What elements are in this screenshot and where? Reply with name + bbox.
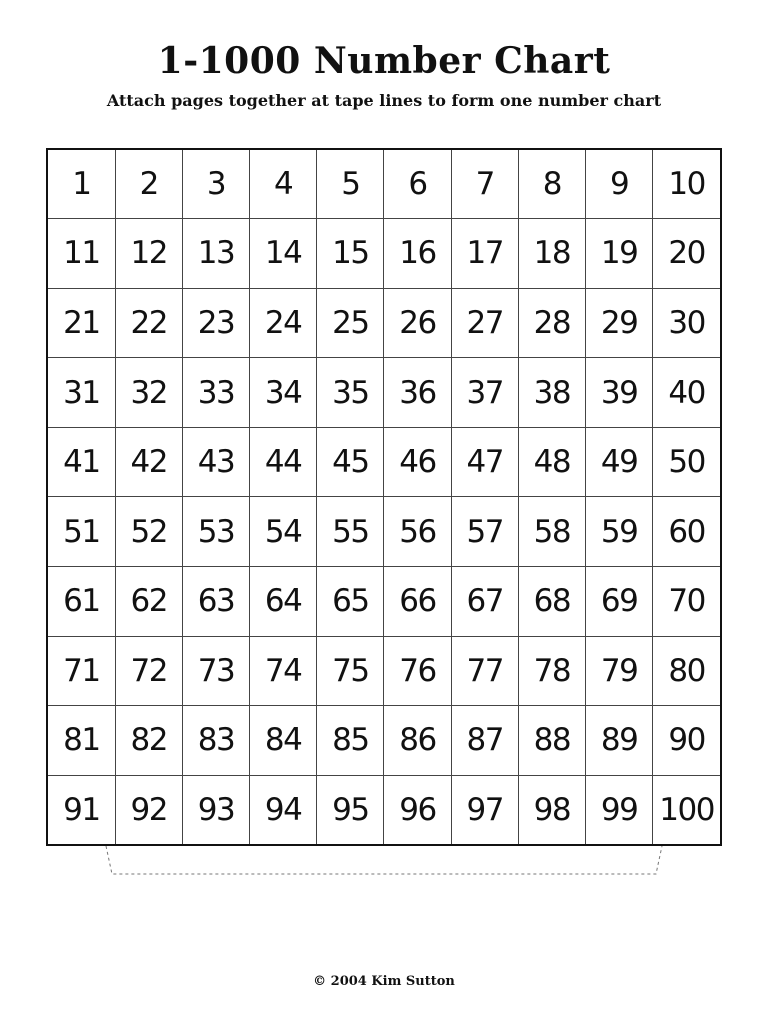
grid-cell: 58 [518, 497, 585, 567]
grid-cell: 100 [653, 775, 720, 844]
grid-cell: 70 [653, 567, 720, 637]
grid-cell: 62 [115, 567, 182, 637]
grid-cell: 34 [250, 358, 317, 428]
grid-cell: 41 [48, 427, 115, 497]
grid-cell: 9 [586, 150, 653, 219]
grid-cell: 48 [518, 427, 585, 497]
grid-cell: 4 [250, 150, 317, 219]
grid-cell: 56 [384, 497, 451, 567]
grid-cell: 14 [250, 219, 317, 289]
grid-cell: 76 [384, 636, 451, 706]
grid-cell: 86 [384, 706, 451, 776]
grid-cell: 53 [182, 497, 249, 567]
grid-cell: 60 [653, 497, 720, 567]
grid-cell: 23 [182, 288, 249, 358]
grid-cell: 42 [115, 427, 182, 497]
grid-cell: 91 [48, 775, 115, 844]
tape-line-path [106, 846, 662, 874]
grid-cell: 30 [653, 288, 720, 358]
grid-cell: 80 [653, 636, 720, 706]
grid-cell: 97 [451, 775, 518, 844]
grid-cell: 24 [250, 288, 317, 358]
grid-cell: 3 [182, 150, 249, 219]
grid-cell: 36 [384, 358, 451, 428]
grid-cell: 21 [48, 288, 115, 358]
grid-cell: 50 [653, 427, 720, 497]
grid-cell: 73 [182, 636, 249, 706]
copyright-footer: © 2004 Kim Sutton [313, 974, 455, 989]
grid-cell: 33 [182, 358, 249, 428]
grid-cell: 27 [451, 288, 518, 358]
grid-cell: 75 [317, 636, 384, 706]
grid-cell: 77 [451, 636, 518, 706]
grid-cell: 67 [451, 567, 518, 637]
number-table [48, 150, 720, 844]
grid-cell: 54 [250, 497, 317, 567]
grid-cell: 8 [518, 150, 585, 219]
page-title: 1-1000 Number Chart [157, 40, 611, 82]
grid-cell: 43 [182, 427, 249, 497]
grid-cell: 22 [115, 288, 182, 358]
grid-cell: 26 [384, 288, 451, 358]
grid-cell: 61 [48, 567, 115, 637]
page-subtitle: Attach pages together at tape lines to form one number chart [106, 91, 662, 110]
grid-cell: 55 [317, 497, 384, 567]
grid-cell: 51 [48, 497, 115, 567]
grid-cell: 63 [182, 567, 249, 637]
grid-cell: 98 [518, 775, 585, 844]
grid-cell: 88 [518, 706, 585, 776]
grid-cell: 19 [586, 219, 653, 289]
grid-cell: 29 [586, 288, 653, 358]
grid-cell: 16 [384, 219, 451, 289]
grid-cell: 99 [586, 775, 653, 844]
grid-cell: 44 [250, 427, 317, 497]
grid-cell: 90 [653, 706, 720, 776]
grid-cell: 13 [182, 219, 249, 289]
grid-cell: 6 [384, 150, 451, 219]
grid-cell: 81 [48, 706, 115, 776]
grid-cell: 38 [518, 358, 585, 428]
grid-cell: 45 [317, 427, 384, 497]
grid-cell: 47 [451, 427, 518, 497]
grid-cell: 5 [317, 150, 384, 219]
grid-cell: 17 [451, 219, 518, 289]
grid-cell: 28 [518, 288, 585, 358]
grid-row [48, 567, 720, 637]
grid-row [48, 288, 720, 358]
grid-cell: 83 [182, 706, 249, 776]
number-table-body [48, 150, 720, 844]
grid-cell: 32 [115, 358, 182, 428]
grid-cell: 87 [451, 706, 518, 776]
grid-cell: 37 [451, 358, 518, 428]
grid-row [48, 706, 720, 776]
grid-cell: 78 [518, 636, 585, 706]
grid-cell: 25 [317, 288, 384, 358]
grid-row [48, 358, 720, 428]
grid-cell: 12 [115, 219, 182, 289]
grid-row [48, 150, 720, 219]
grid-cell: 35 [317, 358, 384, 428]
grid-cell: 65 [317, 567, 384, 637]
grid-row [48, 775, 720, 844]
grid-cell: 96 [384, 775, 451, 844]
grid-cell: 71 [48, 636, 115, 706]
grid-cell: 94 [250, 775, 317, 844]
tape-line-guide [104, 846, 664, 876]
grid-cell: 93 [182, 775, 249, 844]
grid-cell: 92 [115, 775, 182, 844]
grid-cell: 52 [115, 497, 182, 567]
grid-cell: 89 [586, 706, 653, 776]
grid-cell: 1 [48, 150, 115, 219]
number-chart-grid [46, 148, 722, 846]
grid-cell: 39 [586, 358, 653, 428]
grid-cell: 49 [586, 427, 653, 497]
grid-cell: 57 [451, 497, 518, 567]
grid-cell: 82 [115, 706, 182, 776]
grid-cell: 74 [250, 636, 317, 706]
grid-cell: 18 [518, 219, 585, 289]
grid-cell: 72 [115, 636, 182, 706]
grid-cell: 79 [586, 636, 653, 706]
grid-cell: 46 [384, 427, 451, 497]
grid-cell: 66 [384, 567, 451, 637]
grid-cell: 20 [653, 219, 720, 289]
grid-row [48, 219, 720, 289]
grid-cell: 40 [653, 358, 720, 428]
grid-cell: 68 [518, 567, 585, 637]
grid-cell: 7 [451, 150, 518, 219]
grid-cell: 64 [250, 567, 317, 637]
grid-cell: 10 [653, 150, 720, 219]
grid-cell: 95 [317, 775, 384, 844]
grid-cell: 69 [586, 567, 653, 637]
grid-cell: 2 [115, 150, 182, 219]
grid-cell: 59 [586, 497, 653, 567]
grid-row [48, 497, 720, 567]
grid-cell: 85 [317, 706, 384, 776]
grid-cell: 84 [250, 706, 317, 776]
grid-row [48, 427, 720, 497]
grid-cell: 15 [317, 219, 384, 289]
grid-cell: 31 [48, 358, 115, 428]
grid-row [48, 636, 720, 706]
grid-cell: 11 [48, 219, 115, 289]
